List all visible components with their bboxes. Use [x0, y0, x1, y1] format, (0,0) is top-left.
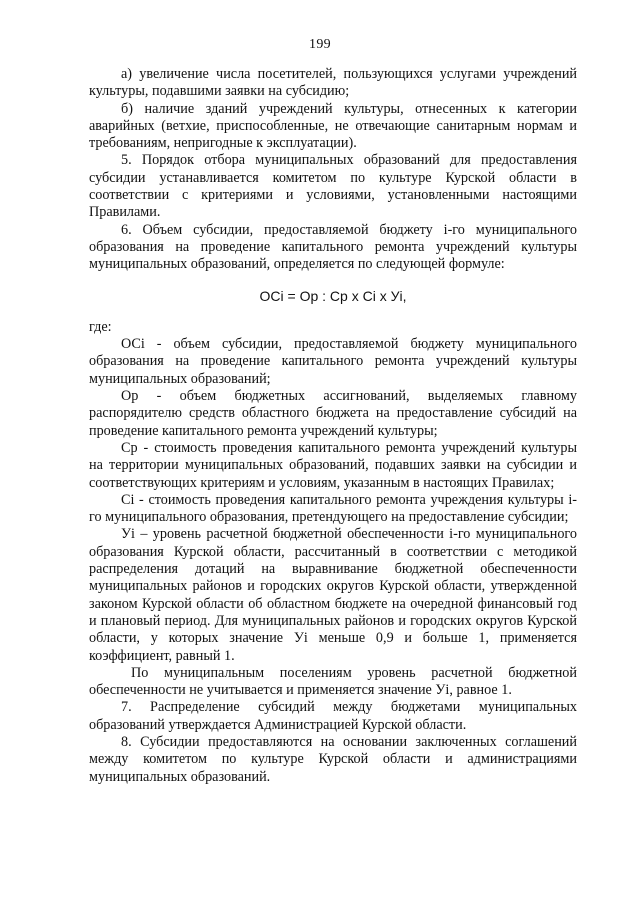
- document-body: [89, 66, 577, 786]
- clause-5: 5. Порядок отбора муниципальных образований для предоставления субсидии устанавливается комитетом по культуре Курской области в соответствии с критериями и условиями, установленными настоящими Правилами.: [89, 152, 577, 221]
- definition-yi: Уi – уровень расчетной бюджетной обеспеченности i-го муниципального образования Курской области, рассчитанный в соответствии с методикой распределения дотаций на выравнивание бюджетной обеспеченности муниципальных районов и городских округов Курской области, утвержденной законом Курской области об областном бюджете на очередной финансовый год и плановый период. Для муниципальных районов и городских округов Курской области, у которых значение Уi меньше 0,9 и больше 1, применяется коэффициент, равный 1.: [89, 526, 577, 664]
- page-number: 199: [309, 37, 331, 52]
- clause-7: 7. Распределение субсидий между бюджетами муниципальных образований утверждается Администрацией Курской области.: [89, 699, 577, 733]
- criterion-a: а) увеличение числа посетителей, пользующихся услугами учреждений культуры, подавшими заявки на субсидию;: [89, 66, 577, 100]
- settlements-note: По муниципальным поселениям уровень расчетной бюджетной обеспеченности не учитывается и применяется значение Уi, равное 1.: [89, 664, 577, 699]
- criterion-b: б) наличие зданий учреждений культуры, отнесенных к категории аварийных (ветхие, приспособленные, не отвечающие санитарным нормам и требованиям, непригодные к эксплуатации).: [89, 100, 577, 152]
- clause-6: 6. Объем субсидии, предоставляемой бюджету i-го муниципального образования на проведение капитального ремонта учреждений культуры муниципальных образований, определяется по следующей формуле:: [89, 221, 577, 273]
- clause-8: 8. Субсидии предоставляются на основании заключенных соглашений между комитетом по культуре Курской области и администрациями муниципальных образований.: [89, 733, 577, 785]
- where-label: где:: [89, 318, 112, 335]
- definition-op: Ор - объем бюджетных ассигнований, выделяемых главному распорядителю средств областного бюджета на предоставление субсидий на проведение капитального ремонта учреждений культуры;: [89, 388, 577, 439]
- definition-ci: Сi - стоимость проведения капитального ремонта учреждения культуры i-го муниципального образования, претендующего на предоставление субсидии;: [89, 491, 577, 526]
- subsidy-formula: ОСi = Ор : Ср х Сi х Уi,: [259, 287, 407, 304]
- definition-cp: Ср - стоимость проведения капитального ремонта учреждений культуры на территории муниципальных образований, подавших заявки на субсидии и соответствующих критериям и условиям, указанным в настоящих Правилах;: [89, 439, 577, 491]
- definition-oci: ОСi - объем субсидии, предоставляемой бюджету муниципального образования на проведение капитального ремонта учреждений культуры муниципальных образований;: [89, 336, 577, 387]
